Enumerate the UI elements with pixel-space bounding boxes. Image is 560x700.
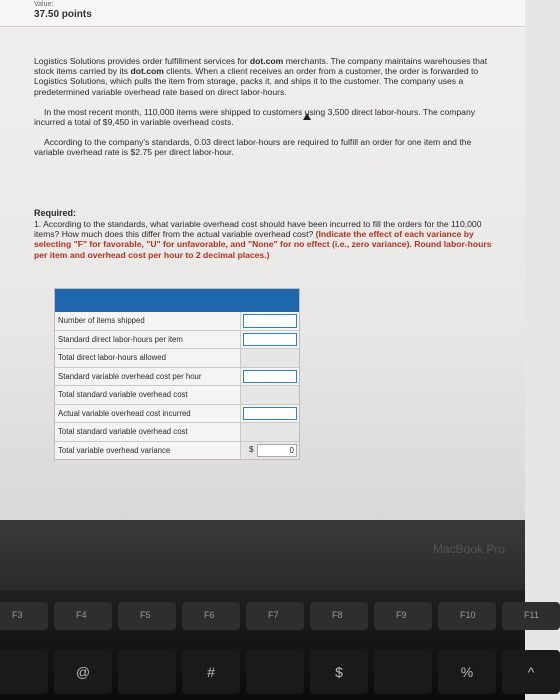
row-label: Total standard variable overhead cost: [55, 423, 241, 441]
row-label: Total standard variable overhead cost: [55, 386, 241, 404]
function-key[interactable]: F9: [374, 602, 432, 630]
mouse-cursor-icon: [303, 113, 311, 120]
row-label: Total variable overhead variance: [55, 442, 241, 460]
function-key[interactable]: F7: [246, 602, 304, 630]
table-row: [55, 368, 299, 387]
row-label: Standard variable overhead cost per hour: [55, 368, 241, 386]
function-key[interactable]: F4: [54, 602, 112, 630]
function-key[interactable]: F3: [0, 602, 48, 630]
at-key[interactable]: @: [54, 650, 112, 694]
function-key[interactable]: F10: [438, 602, 496, 630]
table-row: [55, 331, 299, 350]
function-key[interactable]: F5: [118, 602, 176, 630]
table-header: [55, 289, 299, 312]
variance-output: 0: [257, 444, 297, 458]
problem-paragraph-2: In the most recent month, 110,000 items were shipped to customers using 3,500 direct labor-hours. The company incurred a total of $9,450 in variable overhead costs.: [34, 106, 476, 128]
required-question: 1. According to the standards, what variable overhead cost should have been incurred to fill the orders for the 110,000 items? How much does this differ from the actual variable overhead cost? (Indicate the effect of each variance by selecting "F" for favorable, "U" for unfavorable, and "None" for no effect (i.e., zero variance). Round labor-hours per item and overhead cost per hour to 2 decimal places.): [34, 219, 492, 260]
number-key-row: [0, 650, 560, 694]
laptop-bezel: [0, 520, 525, 590]
dollar-key[interactable]: $: [310, 650, 368, 694]
function-key[interactable]: F6: [182, 602, 240, 630]
table-row: [55, 386, 299, 405]
function-key[interactable]: F11: [502, 602, 560, 630]
currency-symbol: $: [249, 444, 254, 454]
row-label: Total direct labor-hours allowed: [55, 349, 241, 367]
caret-key[interactable]: ^: [502, 650, 560, 694]
percent-key[interactable]: %: [438, 650, 496, 694]
row-label: Number of items shipped: [55, 312, 241, 330]
hash-key[interactable]: #: [182, 650, 240, 694]
variance-table: [54, 288, 300, 460]
table-row: [55, 349, 299, 368]
row-label: Standard direct labor-hours per item: [55, 331, 241, 349]
laptop-brand: MacBook Pro: [432, 542, 505, 556]
company-name: dot.com: [130, 66, 164, 77]
problem-paragraph-1: Logistics Solutions provides order fulfillment services for dot.com merchants. The company maintains warehouses that stock items carried by its dot.com clients. When a client receives an order from a customer, the order is forwarded to Logistics Solutions, which pulls the item from storage, packs it, and ships it to the customer. The company uses a predetermined variable overhead rate based on direct labor-hours.: [34, 56, 488, 97]
standard-overhead-rate-input[interactable]: [243, 370, 297, 384]
points-label: 37.50 points: [34, 9, 92, 20]
function-key-row: [0, 602, 560, 630]
row-label: Actual variable overhead cost incurred: [55, 405, 241, 423]
table-row: [55, 442, 299, 460]
required-title: Required:: [34, 208, 77, 218]
function-key[interactable]: F8: [310, 602, 368, 630]
problem-paragraph-3: According to the company's standards, 0.03 direct labor-hours are required to fulfill an order for one item and the variable overhead rate is $2.75 per direct labor-hour.: [34, 137, 472, 158]
company-name: dot.com: [249, 56, 284, 66]
actual-overhead-input[interactable]: [243, 407, 297, 421]
laptop-keyboard: [0, 590, 539, 700]
table-row: [55, 312, 299, 331]
value-label: Value:: [34, 1, 54, 8]
problem-text: [34, 56, 496, 168]
table-row: [55, 423, 299, 442]
question-instruction: (Indicate the effect of each variance by selecting "F" for favorable, "U" for unfavorable, and "None" for no effect (i.e., zero variance). Round labor-hours per item and overhead cost per hour to 2 decimal places.): [34, 229, 492, 260]
standard-hours-per-item-input[interactable]: [243, 333, 297, 347]
assignment-header: [0, 0, 525, 27]
items-shipped-input[interactable]: [243, 314, 297, 328]
table-row: [55, 405, 299, 424]
